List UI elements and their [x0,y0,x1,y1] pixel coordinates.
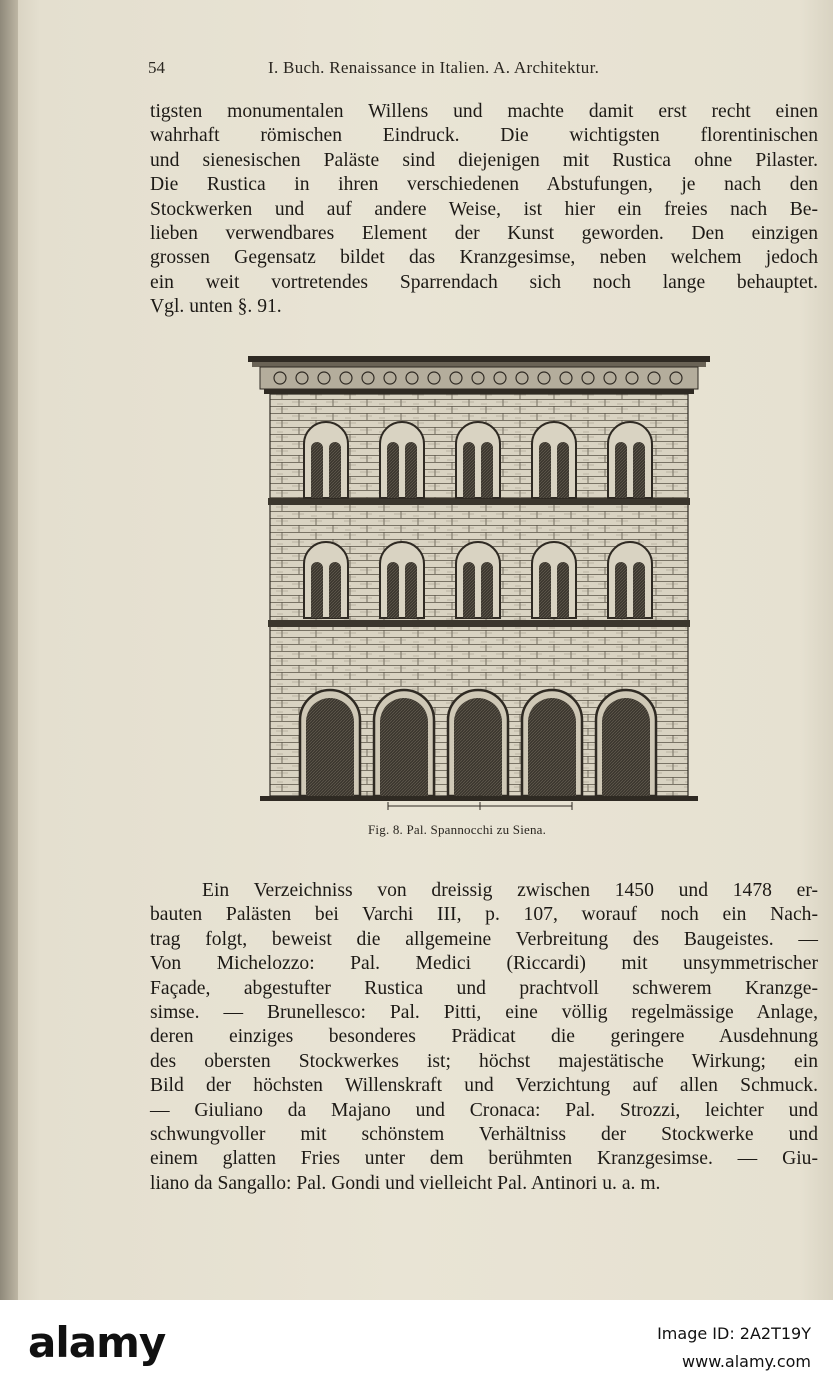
text-line: Die Rustica in ihren verschiedenen Abstufungen, je nach den [150,174,818,196]
text-line: ein weit vortretendes Sparrendach sich noch lange behauptet. [150,271,818,293]
text-line: einem glatten Fries unter dem berühmten Kranzgesimse. — Giu- [150,1148,818,1170]
text-line: Ein Verzeichniss von dreissig zwischen 1450 und 1478 er- [202,880,818,901]
running-title: I. Buch. Renaissance in Italien. A. Architektur. [268,58,600,77]
text-line: liano da Sangallo: Pal. Gondi und vielleicht Pal. Antinori u. a. m. [150,1172,661,1194]
stock-site-url: www.alamy.com [682,1352,811,1371]
text-line: und sienesischen Paläste sind diejenigen mit Rustica ohne Pilaster. [150,149,818,171]
paragraph-2 [150,879,818,1196]
string-course [268,498,690,505]
paragraph-1 [150,100,818,320]
stock-logo: alamy [28,1318,166,1367]
text-line: trag folgt, beweist die allgemeine Verbreitung des Baugeistes. — [150,928,818,950]
figure-caption: Fig. 8. Pal. Spannocchi zu Siena. [368,822,547,837]
text-line: Stockwerken und auf andere Weise, ist hier ein freies nach Be- [150,198,818,220]
scale-label: 5 [478,794,482,803]
ground-floor-arches [300,690,656,796]
text-line: des obersten Stockwerkes ist; höchst majestätische Wirkung; ein [150,1050,818,1072]
page-number: 54 [148,58,165,77]
string-course [268,620,690,627]
text-line: wahrhaft römischen Eindruck. Die wichtigsten florentinischen [150,125,818,147]
image-id: Image ID: 2A2T19Y [657,1324,811,1343]
scale-label: 0 [385,794,389,803]
running-head [148,58,688,82]
stock-meta [657,1320,811,1376]
text-line: Bild der höchsten Willenskraft und Verzichtung auf allen Schmuck. [150,1075,818,1097]
cornice [248,356,710,394]
text-line: Façade, abgestufter Rustica und prachtvoll schwerem Kranzge- [150,977,818,999]
text-line: deren einziges besonderes Prädicat die geringere Ausdehnung [150,1026,818,1048]
text-line: grossen Gegensatz bildet das Kranzgesimse, neben welchem jedoch [150,247,818,269]
text-line: Vgl. unten §. 91. [150,296,282,318]
text-line: lieben verwendbares Element der Kunst geworden. Den einzigen [150,223,818,245]
palazzo-facade-illustration [240,350,720,815]
book-gutter [0,0,18,1300]
text-line: bauten Palästen bei Varchi III, p. 107, worauf noch ein Nach- [150,904,818,926]
text-line: tigsten monumentalen Willens und machte damit erst recht einen [150,101,818,122]
text-line: — Giuliano da Majano und Cronaca: Pal. Strozzi, leichter und [150,1099,818,1121]
text-line: Von Michelozzo: Pal. Medici (Riccardi) mit unsymmetrischer [150,953,818,975]
scale-label: 10 M [568,794,586,803]
text-line: simse. — Brunellesco: Pal. Pitti, eine völlig regelmässige Anlage, [150,1002,818,1024]
text-line: schwungvoller mit schönstem Verhältniss der Stockwerke und [150,1124,818,1146]
